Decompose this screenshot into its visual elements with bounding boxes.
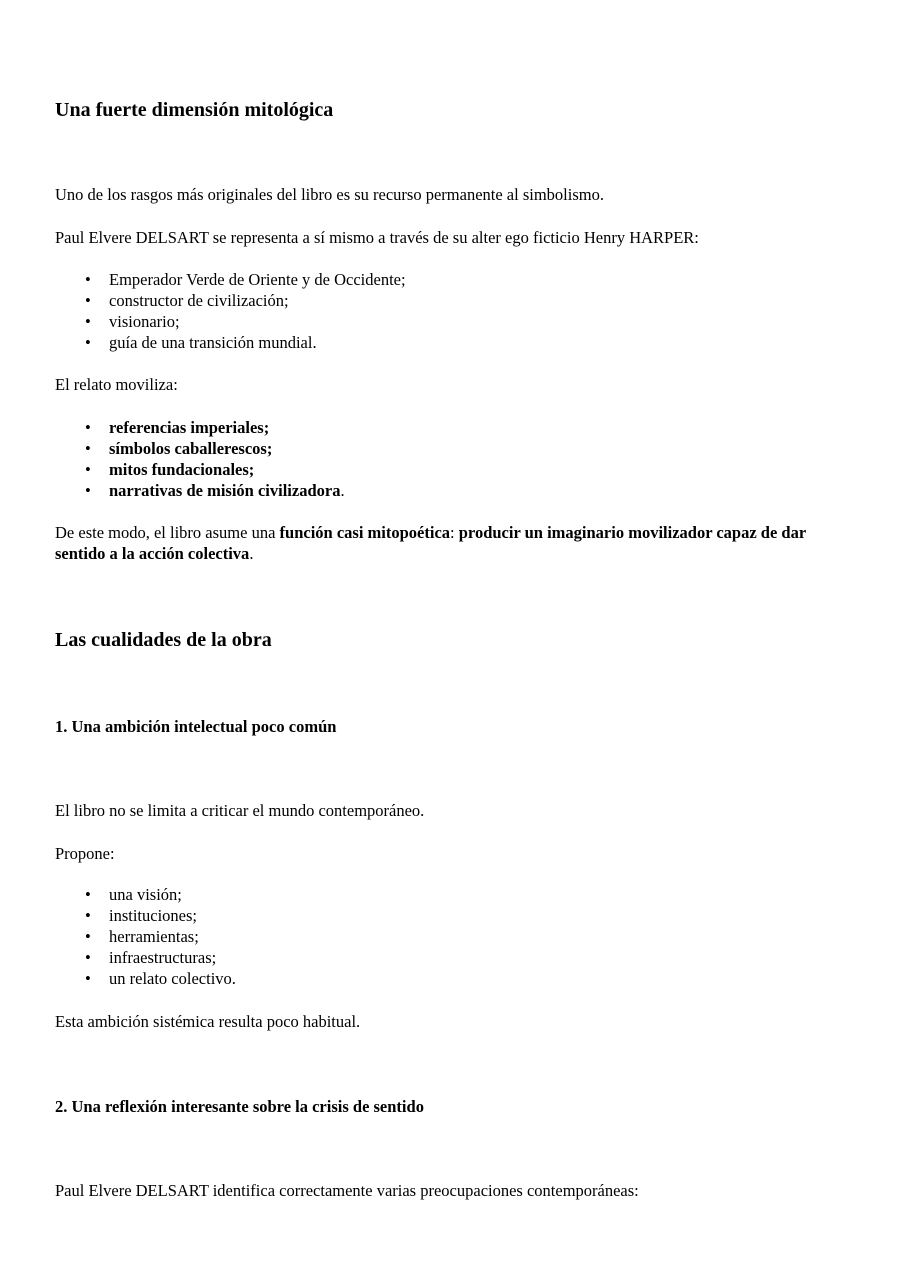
list-item: • narrativas de misión civilizadora. bbox=[85, 481, 345, 500]
list-item: • referencias imperiales; bbox=[85, 418, 270, 437]
bullet-icon: • bbox=[85, 333, 91, 352]
list-item: • instituciones; bbox=[85, 906, 197, 925]
list-item: • un relato colectivo. bbox=[85, 969, 236, 988]
bullet-icon: • bbox=[85, 906, 91, 925]
paragraph-alter-ego: Paul Elvere DELSART se representa a sí mismo a través de su alter ego ficticio Henry HARPER: bbox=[55, 228, 699, 247]
paragraph-story-mobilizes: El relato moviliza: bbox=[55, 375, 178, 394]
bullet-icon: • bbox=[85, 418, 91, 437]
list-item: • mitos fundacionales; bbox=[85, 460, 255, 479]
list-item: • símbolos caballerescos; bbox=[85, 439, 273, 458]
subsection-title-ambition: 1. Una ambición intelectual poco común bbox=[55, 717, 337, 736]
list-item: • una visión; bbox=[85, 885, 182, 904]
section-title-mythological: Una fuerte dimensión mitológica bbox=[55, 99, 334, 121]
paragraph-not-only-critique: El libro no se limita a criticar el mundo contemporáneo. bbox=[55, 801, 425, 820]
paragraph-systemic-ambition: Esta ambición sistémica resulta poco habitual. bbox=[55, 1012, 361, 1031]
bullet-icon: • bbox=[85, 291, 91, 310]
list-proposals bbox=[55, 884, 850, 989]
paragraph-mythopoetic-function: De este modo, el libro asume una función casi mitopoética: producir un imaginario movilizador capaz de dar sentido a la acción colectiva. bbox=[55, 523, 806, 563]
bullet-icon: • bbox=[85, 460, 91, 479]
list-alter-ego-roles bbox=[55, 269, 850, 353]
bullet-icon: • bbox=[85, 885, 91, 904]
paragraph-proposes: Propone: bbox=[55, 844, 115, 863]
list-item: • infraestructuras; bbox=[85, 948, 217, 967]
bullet-icon: • bbox=[85, 969, 91, 988]
list-item: • constructor de civilización; bbox=[85, 291, 289, 310]
list-item: • Emperador Verde de Oriente y de Occidente; bbox=[85, 270, 406, 289]
bullet-icon: • bbox=[85, 481, 91, 500]
list-item: • herramientas; bbox=[85, 927, 199, 946]
section-title-qualities: Las cualidades de la obra bbox=[55, 629, 272, 651]
bullet-icon: • bbox=[85, 927, 91, 946]
bullet-icon: • bbox=[85, 948, 91, 967]
bullet-icon: • bbox=[85, 439, 91, 458]
list-item: • visionario; bbox=[85, 312, 180, 331]
list-story-elements bbox=[55, 417, 850, 501]
bullet-icon: • bbox=[85, 312, 91, 331]
subsection-title-crisis-of-meaning: 2. Una reflexión interesante sobre la crisis de sentido bbox=[55, 1097, 424, 1116]
paragraph-contemporary-concerns: Paul Elvere DELSART identifica correctamente varias preocupaciones contemporáneas: bbox=[55, 1181, 639, 1200]
paragraph-symbolism: Uno de los rasgos más originales del libro es su recurso permanente al simbolismo. bbox=[55, 185, 604, 204]
bullet-icon: • bbox=[85, 270, 91, 289]
list-item: • guía de una transición mundial. bbox=[85, 333, 317, 352]
